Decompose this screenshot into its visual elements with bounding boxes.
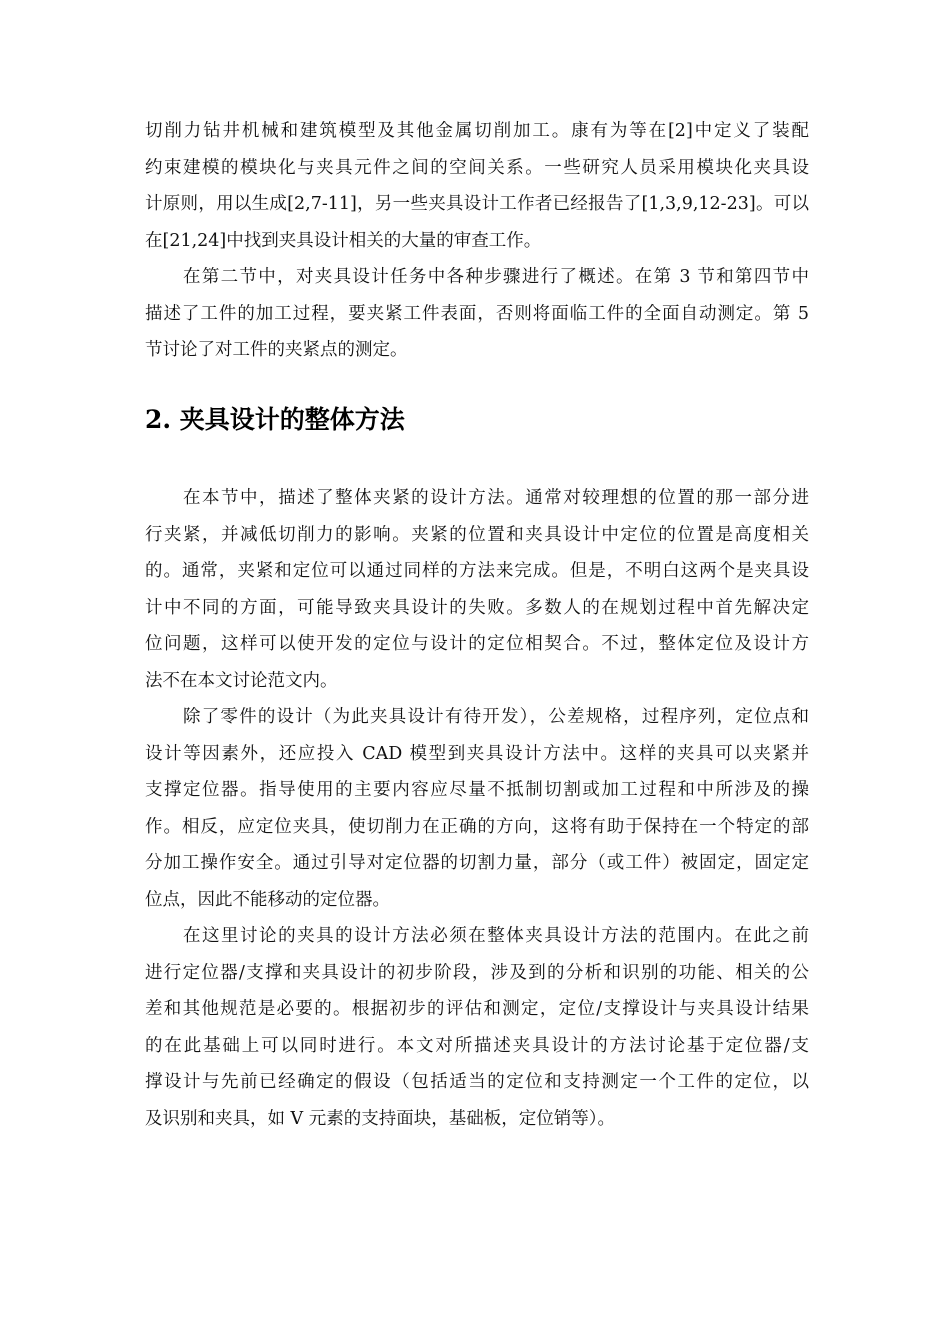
- text-line: 计中不同的方面，可能导致夹具设计的失败。多数人的在规划过程中首先解决定: [145, 597, 809, 618]
- text-line: 支撑定位器。指导使用的主要内容应尽量不抵制切割或加工过程和中所涉及的操: [145, 780, 809, 800]
- text-line: 在这里讨论的夹具的设计方法必须在整体夹具设计方法的范围内。在此之前: [183, 926, 809, 946]
- paragraph: [145, 113, 809, 259]
- text-line: 描述了工件的加工过程，要夹紧工件表面，否则将面临工件的全面自动测定。第 5: [145, 303, 809, 324]
- text-line: 行夹紧，并减低切削力的影响。夹紧的位置和夹具设计中定位的位置是高度相关: [145, 524, 809, 545]
- paragraph: [145, 259, 809, 369]
- intro-text: [145, 113, 809, 369]
- text-line: 切削力钻井机械和建筑模型及其他金属切削加工。康有为等在[2]中定义了装配: [145, 121, 809, 141]
- text-line: 在第二节中，对夹具设计任务中各种步骤进行了概述。在第 3 节和第四节中: [183, 267, 809, 287]
- text-line: 设计等因素外，还应投入 CAD 模型到夹具设计方法中。这样的夹具可以夹紧并: [145, 743, 809, 764]
- text-line: 在本节中，描述了整体夹紧的设计方法。通常对较理想的位置的那一部分进: [183, 488, 809, 508]
- text-line: 的。通常，夹紧和定位可以通过同样的方法来完成。但是，不明白这两个是夹具设: [145, 561, 809, 581]
- paragraph: [145, 699, 809, 918]
- text-line: 法不在本文讨论范文内。: [145, 670, 338, 691]
- text-line: 位问题，这样可以使开发的定位与设计的定位相契合。不过，整体定位及设计方: [145, 634, 809, 654]
- text-line: 分加工操作安全。通过引导对定位器的切割力量，部分（或工件）被固定，固定定: [145, 853, 809, 873]
- section-heading: 2. 夹具设计的整体方法: [145, 405, 405, 434]
- text-line: 计原则，用以生成[2,7-11]，另一些夹具设计工作者已经报告了[1,3,9,12-23]。可以: [145, 194, 809, 214]
- text-line: 及识别和夹具，如 V 元素的支持面块，基础板，定位销等）。: [145, 1108, 616, 1129]
- section-text: [145, 480, 809, 1137]
- text-line: 节讨论了对工件的夹紧点的测定。: [145, 340, 408, 360]
- paragraph: [145, 918, 809, 1137]
- text-line: 在[21,24]中找到夹具设计相关的大量的审查工作。: [145, 230, 542, 251]
- text-line: 约束建模的模块化与夹具元件之间的空间关系。一些研究人员采用模块化夹具设: [145, 157, 809, 178]
- text-line: 作。相反，应定位夹具，使切削力在正确的方向，这将有助于保持在一个特定的部: [145, 816, 809, 837]
- paragraph: [145, 480, 809, 699]
- text-line: 差和其他规范是必要的。根据初步的评估和测定，定位/支撑设计与夹具设计结果: [145, 999, 809, 1019]
- text-line: 位点，因此不能移动的定位器。: [145, 889, 390, 910]
- text-line: 进行定位器/支撑和夹具设计的初步阶段，涉及到的分析和识别的功能、相关的公: [145, 962, 809, 983]
- text-line: 的在此基础上可以同时进行。本文对所描述夹具设计的方法讨论基于定位器/支: [145, 1035, 809, 1056]
- text-line: 撑设计与先前已经确定的假设（包括适当的定位和支持测定一个工件的定位，以: [145, 1072, 809, 1092]
- text-line: 除了零件的设计（为此夹具设计有待开发），公差规格，过程序列，定位点和: [183, 707, 809, 727]
